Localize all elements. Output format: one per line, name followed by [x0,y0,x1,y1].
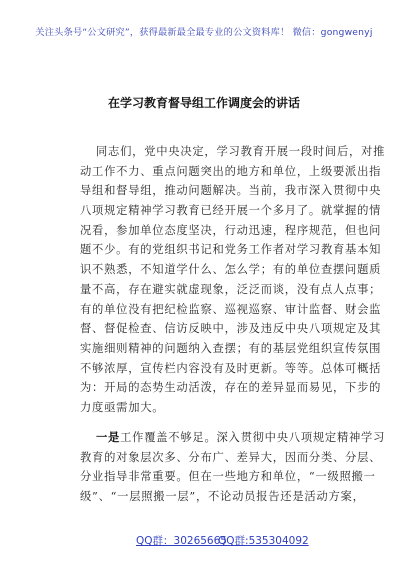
paragraph-line: 况看，参加单位态度坚决，行动迅速，程序规范，但也问 [80,223,382,237]
paragraph-line: 分业指导非常重要。但在一些地方和单位，“一级照搬一 [80,470,376,484]
paragraph-line: 督、督促检查、信访反映中，涉及违反中央八项规定及其 [80,322,382,336]
paragraph-line: 识不熟悉，不知道学什么、怎么学；有的单位查摆问题质 [80,263,382,277]
footer [0,533,408,549]
paragraph-line: 题不少。有的党组织书记和党务工作者对学习教育基本知 [80,243,382,257]
paragraph-2 [80,428,386,507]
paragraph-first-line [88,428,386,448]
paragraph-1 [80,142,386,418]
paragraph-line: 力度亟需加大。 [80,400,165,414]
paragraph-line: 动工作不力、重点问题突出的地方和单位，上级要派出指 [80,164,382,178]
paragraph-line: 为：开局的态势生动活泼，存在的差异显而易见，下步的 [80,381,382,395]
paragraph-line: 八项规定精神学习教育已经开展一个多月了。就掌握的情 [80,204,382,218]
header-banner: 关注头条号“公文研究”，获得最新最全最专业的公文资料库！ 微信：gongwenyj [35,27,373,38]
paragraph-line-rest: 工作覆盖不够足。深入贯彻中央八项规定精神学习 [120,431,386,444]
qq-group-link-2[interactable]: QQ群:535304092 [218,535,309,547]
qq-group-link-1[interactable]: QQ群：30265665 [136,535,227,547]
paragraph-line: 实施细则精神的问题纳入查摆；有的基层党组织宣传氛围 [80,341,382,355]
paragraph-lead: 一是 [96,430,121,444]
paragraph-line: 量不高，存在避实就虚现象，泛泛而谈，没有点人点事； [80,282,382,296]
paragraph-line: 同志们，党中央决定，学习教育开展一段时间后，对推 [96,145,386,158]
paragraph-line: 有的单位没有把纪检监察、巡视巡察、审计监督、财会监 [80,302,382,316]
paragraph-line: 教育的对象层次多、分布广、差异大，因而分类、分层、 [80,450,382,464]
paragraph-line: 不够浓厚，宣传栏内容没有及时更新。等等。总体可概括 [80,361,382,375]
paragraph-line: 导组和督导组，推动问题解决。当前，我市深入贯彻中央 [80,184,382,198]
paragraph-line: 级”、“一层照搬一层”，不论动员报告还是活动方案， [80,490,365,504]
document-title: 在学习教育督导组工作调度会的讲话 [107,96,300,110]
